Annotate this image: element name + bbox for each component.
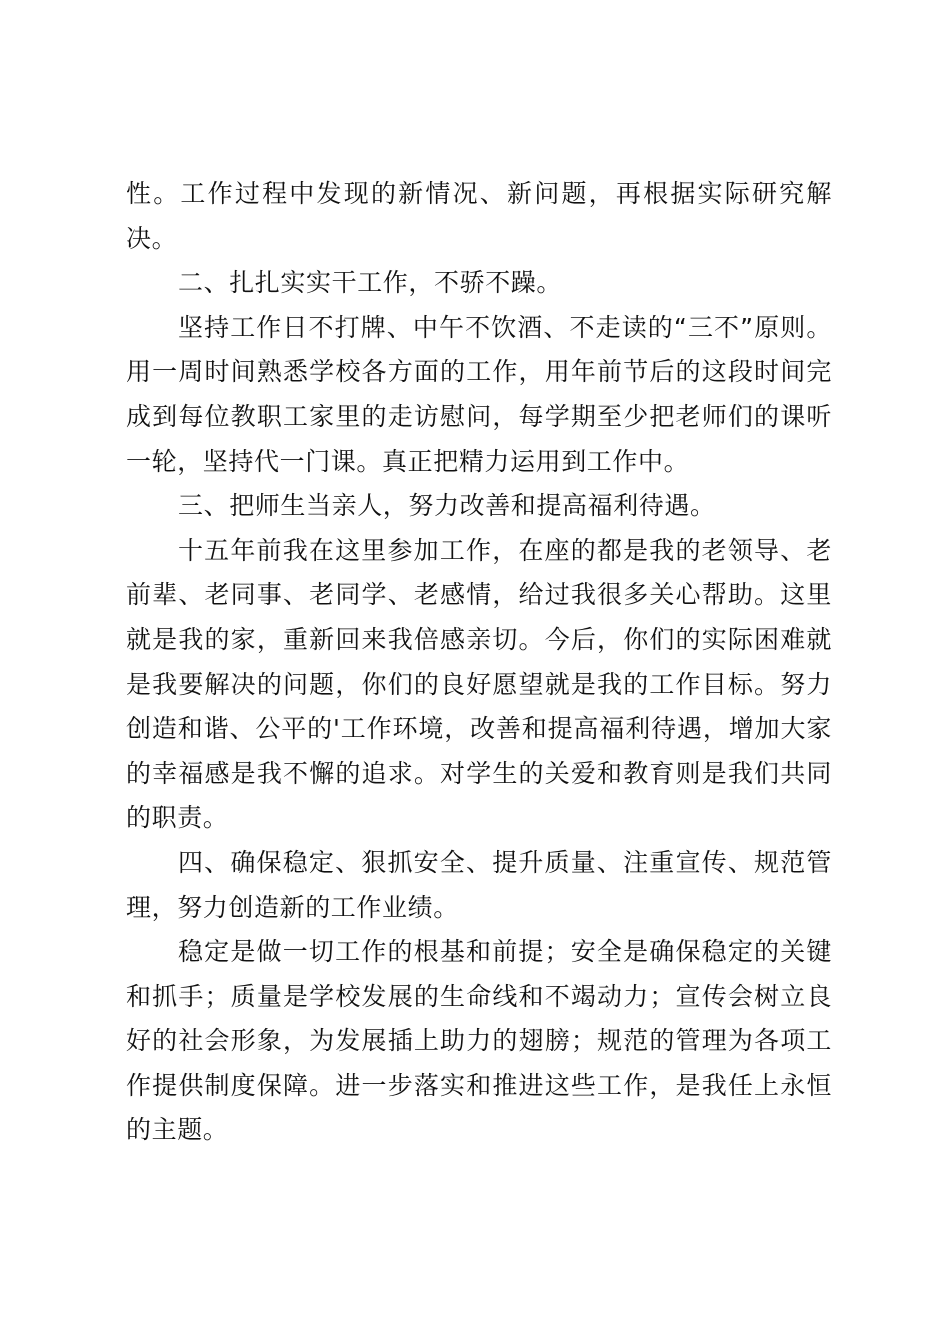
paragraph-section-2-body: 坚持工作日不打牌、中午不饮酒、不走读的“三不”原则。用一周时间熟悉学校各方面的工作，用年前节后的这段时间完成到每位教职工家里的走访慰问，每学期至少把老师们的课听一轮，坚持代一门课。真正把精力运用到工作中。 (126, 312, 832, 476)
document-body (126, 172, 832, 1153)
paragraph-continuation: 性。工作过程中发现的新情况、新问题，再根据实际研究解决。 (126, 179, 832, 253)
paragraph-section-4-body: 稳定是做一切工作的根基和前提；安全是确保稳定的关键和抓手；质量是学校发展的生命线和不竭动力；宣传会树立良好的社会形象，为发展插上助力的翅膀；规范的管理为各项工作提供制度保障。进一步落实和推进这些工作，是我任上永恒的主题。 (126, 937, 832, 1145)
paragraph-section-3-body: 十五年前我在这里参加工作，在座的都是我的老领导、老前辈、老同事、老同学、老感情，给过我很多关心帮助。这里就是我的家，重新回来我倍感亲切。今后，你们的实际困难就是我要解决的问题，你们的良好愿望就是我的工作目标。努力创造和谐、公平的'工作环境，改善和提高福利待遇，增加大家的幸福感是我不懈的追求。对学生的关爱和教育则是我们共同的职责。 (126, 535, 832, 833)
section-heading-3: 三、把师生当亲人，努力改善和提高福利待遇。 (178, 491, 716, 521)
section-heading-4: 四、确保稳定、狠抓安全、提升质量、注重宣传、规范管理，努力创造新的工作业绩。 (126, 847, 832, 922)
section-heading-2: 二、扎扎实实干工作，不骄不躁。 (178, 268, 563, 298)
